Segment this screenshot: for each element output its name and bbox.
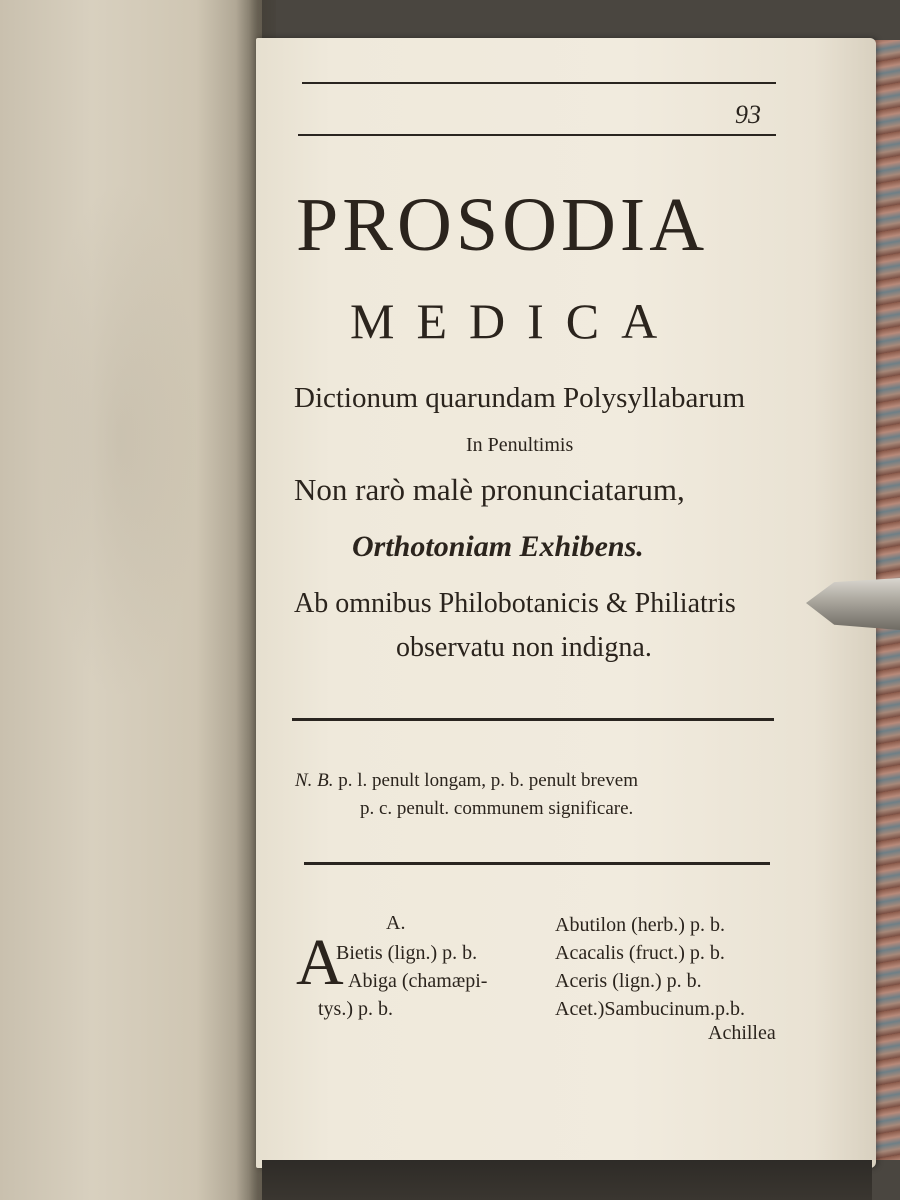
subtitle-line-5: Ab omnibus Philobotanicis & Philiatris <box>294 588 736 619</box>
index-dropcap: A <box>296 926 344 999</box>
section-rule-2 <box>304 862 770 865</box>
subtitle-line-6: observatu non indigna. <box>396 632 652 663</box>
index-right-entry: Acacalis (fruct.) p. b. <box>555 942 725 964</box>
top-rule <box>302 82 776 84</box>
index-right-entry: Acet.)Sambucinum.p.b. <box>555 998 745 1020</box>
note-line-2: p. c. penult. communem significare. <box>360 798 634 819</box>
subtitle-line-2: In Penultimis <box>466 434 574 456</box>
section-rule-1 <box>292 718 774 721</box>
index-right-entry: Abutilon (herb.) p. b. <box>555 914 725 936</box>
index-left-entry: Abiga (chamæpi- <box>348 970 488 992</box>
page-shadow <box>262 1160 872 1200</box>
subtitle-line-1: Dictionum quarundam Polysyllabarum <box>294 382 746 414</box>
header-rule <box>298 134 776 136</box>
left-blank-page <box>0 0 262 1200</box>
title-line-2: MEDICA <box>350 293 680 349</box>
note-line-1 <box>295 770 638 792</box>
index-left-entry: Bietis (lign.) p. b. <box>336 942 478 964</box>
index-section-letter: A. <box>386 912 406 934</box>
note-line-1-text: p. l. penult longam, p. b. penult brevem <box>338 770 639 791</box>
subtitle-line-3: Non rarò malè pronunciatarum, <box>294 472 685 507</box>
title-line-1: PROSODIA <box>296 183 709 267</box>
index-right-entry: Aceris (lign.) p. b. <box>555 970 702 992</box>
note-prefix: N. B. <box>295 770 334 791</box>
subtitle-line-4: Orthotoniam Exhibens. <box>352 530 644 563</box>
index-left-entry: tys.) p. b. <box>318 998 393 1020</box>
catchword: Achillea <box>708 1022 776 1044</box>
page-number: 93 <box>735 100 761 129</box>
